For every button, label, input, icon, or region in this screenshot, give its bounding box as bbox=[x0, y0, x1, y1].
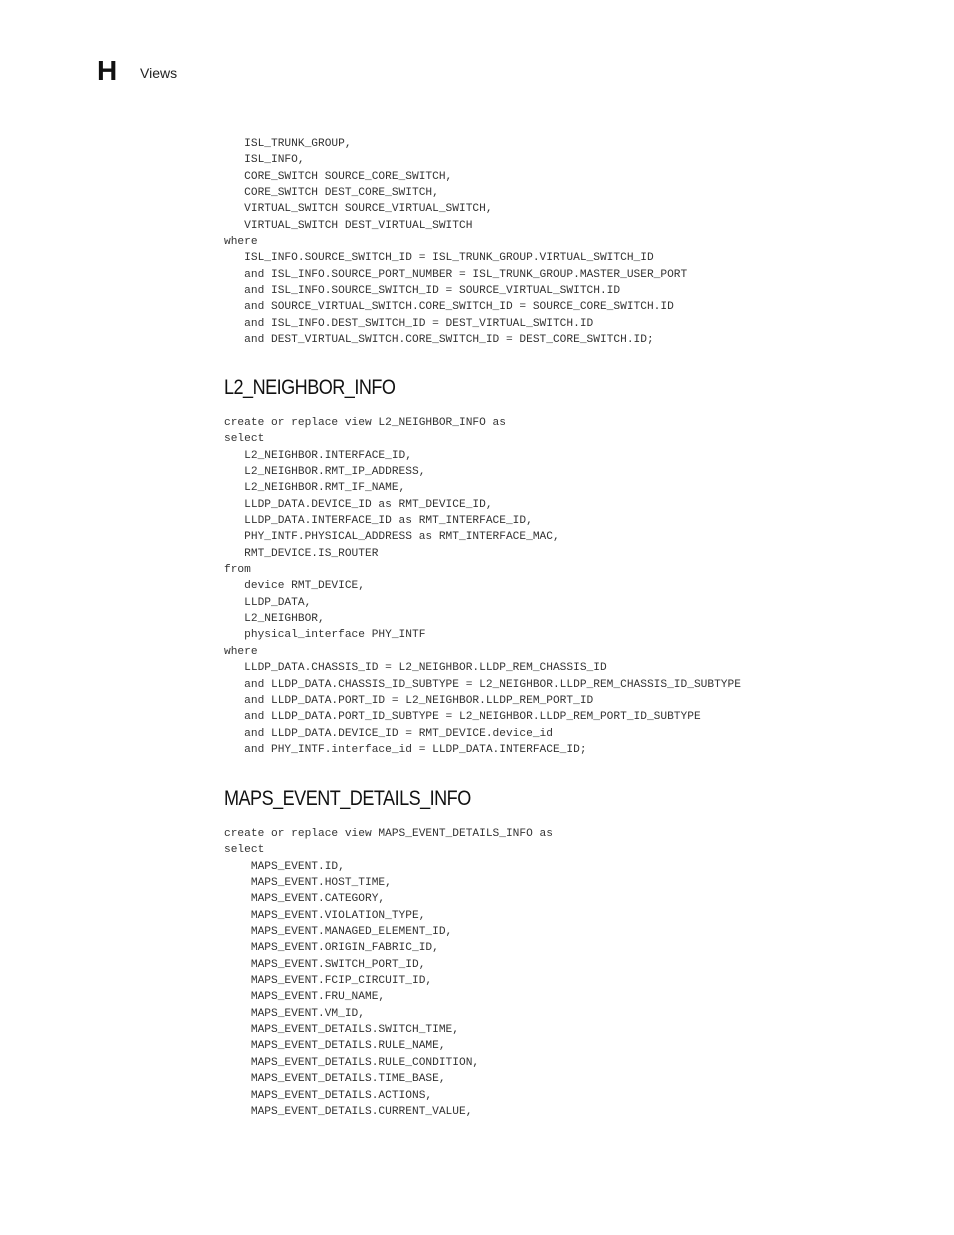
maps-event-details-info-heading: MAPS_EVENT_DETAILS_INFO bbox=[224, 787, 471, 810]
chapter-letter: H bbox=[97, 55, 118, 86]
l2-neighbor-info-code: create or replace view L2_NEIGHBOR_INFO as select L2_NEIGHBOR.INTERFACE_ID, L2_NEIGHBOR.RMT_IP_ADDRESS, L2_NEIGHBOR.RMT_IF_NAME, LLDP_DATA.DEVICE_ID as RMT_DEVICE_ID, LLDP_DATA.INTERFACE_ID as RMT_INTERFACE_ID, PHY_INTF.PHYSICAL_ADDRESS as RMT_INTERFACE_MAC, RMT_DEVICE.IS_ROUTER from device RMT_DEVICE, LLDP_DATA, L2_NEIGHBOR, physical_interface PHY_INTF where LLDP_DATA.CHASSIS_ID = L2_NEIGHBOR.LLDP_REM_CHASSIS_ID and LLDP_DATA.CHASSIS_ID_SUBTYPE = L2_NEIGHBOR.LLDP_REM_CHASSIS_ID_SUBTYPE and LLDP_DATA.PORT_ID = L2_NEIGHBOR.LLDP_REM_PORT_ID and LLDP_DATA.PORT_ID_SUBTYPE = L2_NEIGHBOR.LLDP_REM_PORT_ID_SUBTYPE and LLDP_DATA.DEVICE_ID = RMT_DEVICE.device_id and PHY_INTF.interface_id = LLDP_DATA.INTERFACE_ID; bbox=[224, 417, 741, 756]
chapter-title: Views bbox=[140, 65, 178, 81]
isl-view-code-continuation: ISL_TRUNK_GROUP, ISL_INFO, CORE_SWITCH SOURCE_CORE_SWITCH, CORE_SWITCH DEST_CORE_SWITCH, VIRTUAL_SWITCH SOURCE_VIRTUAL_SWITCH, VIRTUAL_SWITCH DEST_VIRTUAL_SWITCH where ISL_INFO.SOURCE_SWITCH_ID = ISL_TRUNK_GROUP.VIRTUAL_SWITCH_ID and ISL_INFO.SOURCE_PORT_NUMBER = ISL_TRUNK_GROUP.MASTER_USER_PORT and ISL_INFO.SOURCE_SWITCH_ID = SOURCE_VIRTUAL_SWITCH.ID and SOURCE_VIRTUAL_SWITCH.CORE_SWITCH_ID = SOURCE_CORE_SWITCH.ID and ISL_INFO.DEST_SWITCH_ID = DEST_VIRTUAL_SWITCH.ID and DEST_VIRTUAL_SWITCH.CORE_SWITCH_ID = DEST_CORE_SWITCH.ID; bbox=[224, 138, 688, 347]
maps-event-details-info-code: create or replace view MAPS_EVENT_DETAILS_INFO as select MAPS_EVENT.ID, MAPS_EVENT.HOST_TIME, MAPS_EVENT.CATEGORY, MAPS_EVENT.VIOLATION_TYPE, MAPS_EVENT.MANAGED_ELEMENT_ID, MAPS_EVENT.ORIGIN_FABRIC_ID, MAPS_EVENT.SWITCH_PORT_ID, MAPS_EVENT.FCIP_CIRCUIT_ID, MAPS_EVENT.FRU_NAME, MAPS_EVENT.VM_ID, MAPS_EVENT_DETAILS.SWITCH_TIME, MAPS_EVENT_DETAILS.RULE_NAME, MAPS_EVENT_DETAILS.RULE_CONDITION, MAPS_EVENT_DETAILS.TIME_BASE, MAPS_EVENT_DETAILS.ACTIONS, MAPS_EVENT_DETAILS.CURRENT_VALUE, bbox=[224, 828, 553, 1118]
l2-neighbor-info-heading: L2_NEIGHBOR_INFO bbox=[224, 376, 396, 399]
